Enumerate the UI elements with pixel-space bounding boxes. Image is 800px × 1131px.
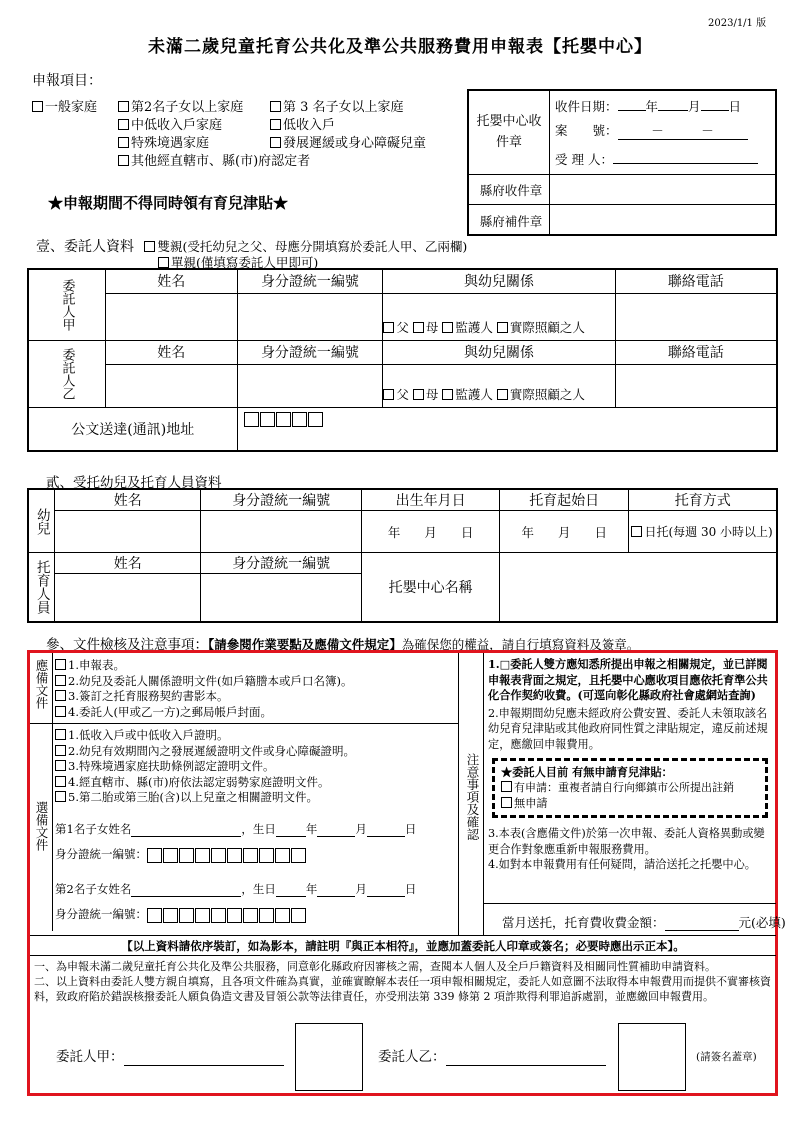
optional-doc-text: 3.特殊境遇家庭扶助條例認定證明文件。 <box>68 759 275 773</box>
required-doc-item[interactable] <box>55 705 352 721</box>
notes-label: 注意事項及確認 <box>465 753 480 841</box>
checkbox[interactable] <box>118 137 129 148</box>
address-label: 公文送達(通訊)地址 <box>28 407 237 451</box>
optional-doc-text: 2.幼兒有效期間內之發展遲緩證明文件或身心障礙證明。 <box>68 743 355 758</box>
checkbox[interactable] <box>497 322 508 333</box>
case-label: 案 號： <box>555 123 618 138</box>
declaration-1: 一、為申報未滿二歲兒童托育公共化及準公共服務，同意彰化縣政府因審核之需，查閱本人個人及全戶戶籍資料及相關同性質補助申請資料。 <box>34 960 716 973</box>
fee-row <box>502 913 786 931</box>
month-label: 月 <box>557 524 571 540</box>
subsidy-no[interactable] <box>501 796 759 812</box>
id-box[interactable] <box>195 848 210 863</box>
checkbox[interactable] <box>118 155 129 166</box>
id-box[interactable] <box>211 848 226 863</box>
option-mid-low[interactable] <box>118 114 222 133</box>
caregiver-id-input[interactable] <box>200 574 361 622</box>
checkbox[interactable] <box>501 797 512 808</box>
seal-box-a[interactable] <box>295 1023 363 1091</box>
section3-heading: 參、文件檢核及注意事項： <box>46 637 208 653</box>
year-label: 年 <box>305 882 318 896</box>
col-id: 身分證統一編號 <box>200 489 361 511</box>
rel-caregiver: 實際照顧之人 <box>509 386 585 402</box>
checkbox[interactable] <box>413 322 424 333</box>
checkbox[interactable] <box>55 675 66 686</box>
child-table <box>27 488 778 623</box>
required-doc-item[interactable] <box>55 658 352 674</box>
dash: － <box>651 123 664 138</box>
address-input[interactable] <box>237 407 777 451</box>
option-label: 一般家庭 <box>45 100 98 115</box>
daycare-option[interactable] <box>629 511 777 553</box>
year-label: 年 <box>521 524 534 540</box>
postal-box[interactable] <box>260 412 275 427</box>
optional-doc-text: 5.第二胎或第三胎(含)以上兒童之相關證明文件。 <box>68 790 318 804</box>
option-label: 發展遲緩或身心障礙兒童 <box>283 136 427 151</box>
id-box[interactable] <box>291 908 306 923</box>
version-label: 2023/1/1 版 <box>708 18 767 29</box>
child-birth-input[interactable] <box>362 511 500 553</box>
col-id: 身分證統一編號 <box>237 340 383 364</box>
section2-title: 貳、受托幼兒及托育人員資料 <box>46 475 222 491</box>
sign-b <box>378 1045 606 1066</box>
option-label: 中低收入戶家庭 <box>131 118 223 133</box>
option-general[interactable] <box>32 96 97 115</box>
option-label: 第2名子女以上家庭 <box>131 100 244 115</box>
sign-b-label: 委託人乙： <box>378 1049 446 1065</box>
subsidy-yes-label: 有申請 <box>514 781 547 794</box>
sign-a-input[interactable] <box>124 1049 284 1066</box>
subsidy-box <box>492 758 768 818</box>
subsidy-yes-note: ：重複者請自行向鄉鎮市公所提出註銷 <box>547 781 734 794</box>
id-box[interactable] <box>243 848 258 863</box>
option-other[interactable] <box>118 150 310 169</box>
section1-heading: 壹、委託人資料 <box>36 239 134 255</box>
optional-doc-text: 4.經直轄市、縣(市)府依法認定弱勢家庭證明文件。 <box>68 774 330 789</box>
checkbox[interactable] <box>55 690 66 701</box>
fee-label: 當月送托，托育費收費金額： <box>502 915 665 930</box>
receiver-label: 受 理 人： <box>555 152 613 167</box>
required-doc-item[interactable] <box>55 674 352 690</box>
optional-doc-item[interactable] <box>55 790 355 806</box>
section3-bracket: 【請參閱作業要點及應備文件規定】 <box>208 637 402 652</box>
checkbox[interactable] <box>55 706 66 717</box>
day-label: 日 <box>404 822 417 836</box>
day-label: 日 <box>460 524 474 540</box>
col-name: 姓名 <box>106 269 238 293</box>
child1-row <box>55 821 416 837</box>
id-box[interactable] <box>163 848 178 863</box>
id-box[interactable] <box>275 908 290 923</box>
receipt-box <box>467 89 777 236</box>
date-label: 收件日期： <box>555 99 618 114</box>
checkbox[interactable] <box>413 389 424 400</box>
checkbox[interactable] <box>383 389 394 400</box>
caregiver-label: 托育人員 <box>33 559 50 614</box>
month-label: 月 <box>355 822 367 836</box>
checkbox[interactable] <box>144 241 155 252</box>
col-start: 托育起始日 <box>499 489 629 511</box>
subsidy-no-label: 無申請 <box>514 797 548 810</box>
declaration-2: 二、以上資料由委託人雙方親自填寫，且各項文件確為真實，並確實瞭解本表任一項申報相關規定，委託人如意圖不法取得本申報費用而提供不實審核資料，致政府陷於錯誤核撥委託人願負偽造文書及冒領公款等法律責任，亦受刑法第 339 條第 2 項詐欺得利罪追訴處罰，並應繳回申報費用。 <box>34 975 771 1003</box>
col-birth: 出生年月日 <box>362 489 500 511</box>
center-name-label: 托嬰中心名稱 <box>362 553 500 622</box>
client-b-name-input[interactable] <box>106 364 238 407</box>
id-box[interactable] <box>211 908 226 923</box>
optional-doc-item[interactable] <box>55 728 355 744</box>
note-4: 4.如對本申報費用有任何疑問，請洽送托之托嬰中心。 <box>488 858 756 871</box>
child-id-input[interactable] <box>200 511 361 553</box>
day-label: 日 <box>404 882 417 896</box>
receipt-date <box>555 97 741 115</box>
postal-box[interactable] <box>292 412 307 427</box>
col-id: 身分證統一編號 <box>237 269 383 293</box>
client-b-label: 委託人乙 <box>59 347 75 400</box>
required-docs-list <box>55 658 352 720</box>
option-label: 第 3 名子女以上家庭 <box>283 100 404 115</box>
client-b-phone-input[interactable] <box>615 364 777 407</box>
form-title: 未滿二歲兒童托育公共化及準公共服務費用申報表【托嬰中心】 <box>148 37 652 57</box>
client-a-label: 委託人甲 <box>59 278 75 331</box>
county-supplement-label: 縣府補件章 <box>479 214 543 229</box>
client-table <box>27 268 778 452</box>
optional-doc-text: 1.低收入戶或中低收入戶證明。 <box>68 728 229 742</box>
birth-label: ，生日 <box>241 882 276 896</box>
option-label: 低收入戶 <box>283 118 336 133</box>
sign-note: (請簽名蓋章) <box>696 1051 757 1063</box>
postal-box[interactable] <box>244 412 259 427</box>
binding-note: 【以上資料請依序裝訂，如為影本，請註明『與正本相符』，並應加蓋委託人印章或簽名；必要時應出示正本】。 <box>121 939 685 953</box>
rel-mother: 母 <box>425 386 439 402</box>
option-second-child[interactable] <box>118 96 243 115</box>
col-name: 姓名 <box>55 553 201 574</box>
checkbox[interactable] <box>55 729 66 740</box>
id-box[interactable] <box>275 848 290 863</box>
col-phone: 聯絡電話 <box>615 269 777 293</box>
year-label: 年 <box>645 99 659 114</box>
option-label: 特殊境遇家庭 <box>131 136 210 151</box>
subsidy-title: ★委託人目前 有無申請育兒津貼： <box>501 765 673 779</box>
year-label: 年 <box>387 524 401 540</box>
required-doc-text: 2.幼兒及委託人關係證明文件(如戶籍謄本或戶口名簿)。 <box>68 673 353 688</box>
start-date-input[interactable] <box>499 511 629 553</box>
rel-mother: 母 <box>425 319 439 335</box>
day-label: 日 <box>728 99 742 114</box>
rel-caregiver: 實際照顧之人 <box>509 319 585 335</box>
child-label: 幼兒 <box>33 507 50 535</box>
checkbox[interactable] <box>501 781 512 792</box>
apply-items-label: 申報項目： <box>32 73 102 89</box>
required-doc-item[interactable] <box>55 689 352 705</box>
day-label: 日 <box>594 524 607 540</box>
checkbox[interactable] <box>442 322 453 333</box>
id-label: 身分證統一編號： <box>55 847 147 861</box>
seal-box-b[interactable] <box>618 1023 686 1091</box>
child1-name-input[interactable] <box>131 822 241 837</box>
col-mode: 托育方式 <box>629 489 777 511</box>
checkbox[interactable] <box>383 322 394 333</box>
month-label: 月 <box>355 882 367 896</box>
child2-name-input[interactable] <box>131 882 241 897</box>
rel-father: 父 <box>396 319 409 335</box>
id-box[interactable] <box>291 848 306 863</box>
id-box[interactable] <box>179 908 194 923</box>
checkbox[interactable] <box>270 137 281 148</box>
notes <box>488 657 774 873</box>
col-relation: 與幼兒關係 <box>383 269 615 293</box>
id-box[interactable] <box>259 908 274 923</box>
document-check-box <box>27 650 786 1096</box>
caregiver-name-input[interactable] <box>55 574 201 622</box>
id-box[interactable] <box>227 908 242 923</box>
section3-rest: 為確保您的權益，請自行填寫資料及簽章。 <box>401 637 640 652</box>
center-name-input[interactable] <box>499 553 777 622</box>
id-box[interactable] <box>227 848 242 863</box>
client-b-relation[interactable] <box>383 364 615 407</box>
postal-box[interactable] <box>276 412 291 427</box>
child-name-input[interactable] <box>55 511 201 553</box>
rel-guardian: 監護人 <box>455 319 493 335</box>
county-receipt-label: 縣府收件章 <box>479 183 543 198</box>
checkbox[interactable] <box>118 119 129 130</box>
option-delayed[interactable] <box>270 132 426 151</box>
single-parent-label: 單親(僅填寫委託人甲即可) <box>171 255 319 270</box>
child2-id-row <box>55 906 307 923</box>
fee-unit: 元(必填) <box>738 915 786 930</box>
warning-banner: ★申報期間不得同時領有育兒津貼★ <box>48 194 289 212</box>
option-special[interactable] <box>118 132 209 151</box>
optional-docs-label: 選備文件 <box>34 801 49 851</box>
required-doc-text: 3.簽訂之托育服務契約書影本。 <box>68 689 229 703</box>
checkbox[interactable] <box>270 101 281 112</box>
optional-docs-list <box>55 728 355 806</box>
note-1[interactable]: 1.□委託人雙方應知悉所提出申報之相關規定，並已詳閱申報表背面之規定，且托嬰中心應收項目應依托育準公共化合作契約收費。(可逕向彰化縣政府社會處網站查詢) <box>488 657 768 702</box>
id-box[interactable] <box>163 908 178 923</box>
client-a-phone-input[interactable] <box>615 293 777 340</box>
checkbox[interactable] <box>55 760 66 771</box>
checkbox[interactable] <box>32 101 43 112</box>
client-a-name-input[interactable] <box>106 293 238 340</box>
rel-guardian: 監護人 <box>455 386 493 402</box>
checkbox[interactable] <box>118 101 129 112</box>
id-box[interactable] <box>179 848 194 863</box>
child1-name-label: 第1名子女姓名 <box>55 822 132 836</box>
declarations <box>34 959 774 1004</box>
id-box[interactable] <box>259 848 274 863</box>
optional-doc-item[interactable] <box>55 759 355 775</box>
option-third-child[interactable] <box>270 96 404 115</box>
id-box[interactable] <box>195 908 210 923</box>
col-name: 姓名 <box>106 340 238 364</box>
fee-input[interactable] <box>665 915 739 931</box>
postal-box[interactable] <box>308 412 323 427</box>
sign-a <box>56 1045 284 1066</box>
child1-id-row <box>55 846 307 863</box>
optional-doc-item[interactable] <box>55 775 355 791</box>
year-label: 年 <box>305 822 318 836</box>
checkbox[interactable] <box>442 389 453 400</box>
center-receipt-label: 托嬰中心收件章 <box>476 114 542 150</box>
rel-father: 父 <box>396 386 409 402</box>
client-a-id-input[interactable] <box>237 293 383 340</box>
sign-b-input[interactable] <box>446 1049 606 1066</box>
checkbox[interactable] <box>631 526 642 537</box>
id-label: 身分證統一編號： <box>55 907 147 921</box>
child2-row <box>55 881 416 897</box>
sign-a-label: 委託人甲： <box>56 1049 124 1065</box>
required-doc-text: 1.申報表。 <box>68 658 125 672</box>
checkbox[interactable] <box>158 257 169 268</box>
child2-name-label: 第2名子女姓名 <box>55 882 132 896</box>
required-doc-text: 4.委託人(甲或乙一方)之郵局帳戶封面。 <box>68 704 272 719</box>
col-id: 身分證統一編號 <box>200 553 361 574</box>
checkbox[interactable] <box>55 791 66 802</box>
daycare-label: 日托(每週 30 小時以上) <box>644 525 773 539</box>
optional-doc-item[interactable] <box>55 744 355 760</box>
option-low[interactable] <box>270 114 335 133</box>
col-relation: 與幼兒關係 <box>383 340 615 364</box>
client-b-id-input[interactable] <box>237 364 383 407</box>
id-box[interactable] <box>147 848 162 863</box>
checkbox[interactable] <box>497 389 508 400</box>
checkbox[interactable] <box>270 119 281 130</box>
col-phone: 聯絡電話 <box>615 340 777 364</box>
both-parents-label: 雙親(受托幼兒之父、母應分開填寫於委託人甲、乙兩欄) <box>157 239 468 254</box>
checkbox[interactable] <box>55 659 66 670</box>
client-a-relation[interactable] <box>383 293 615 340</box>
month-label: 月 <box>424 524 437 540</box>
dash: － <box>701 123 714 138</box>
note-2: 2.申報期間幼兒應未經政府公費安置、委託人未領取該名幼兒育兒津貼或其他政府同性質之津貼規定，違反前述規定，應繳回申報費用。 <box>488 706 768 751</box>
id-box[interactable] <box>147 908 162 923</box>
subsidy-yes[interactable] <box>501 780 759 796</box>
birth-label: ，生日 <box>241 822 276 836</box>
checkbox[interactable] <box>55 776 66 787</box>
checkbox[interactable] <box>55 745 66 756</box>
option-label: 其他經直轄市、縣(市)府認定者 <box>131 154 311 169</box>
required-docs-label: 應備文件 <box>34 659 49 709</box>
col-name: 姓名 <box>55 489 201 511</box>
note-3: 3.本表(含應備文件)於第一次申報、委託人資格異動或變更合作對象應重新申報服務費用。 <box>488 827 765 856</box>
receiver <box>555 150 758 168</box>
case-number <box>555 121 748 140</box>
month-label: 月 <box>688 99 701 114</box>
id-box[interactable] <box>243 908 258 923</box>
